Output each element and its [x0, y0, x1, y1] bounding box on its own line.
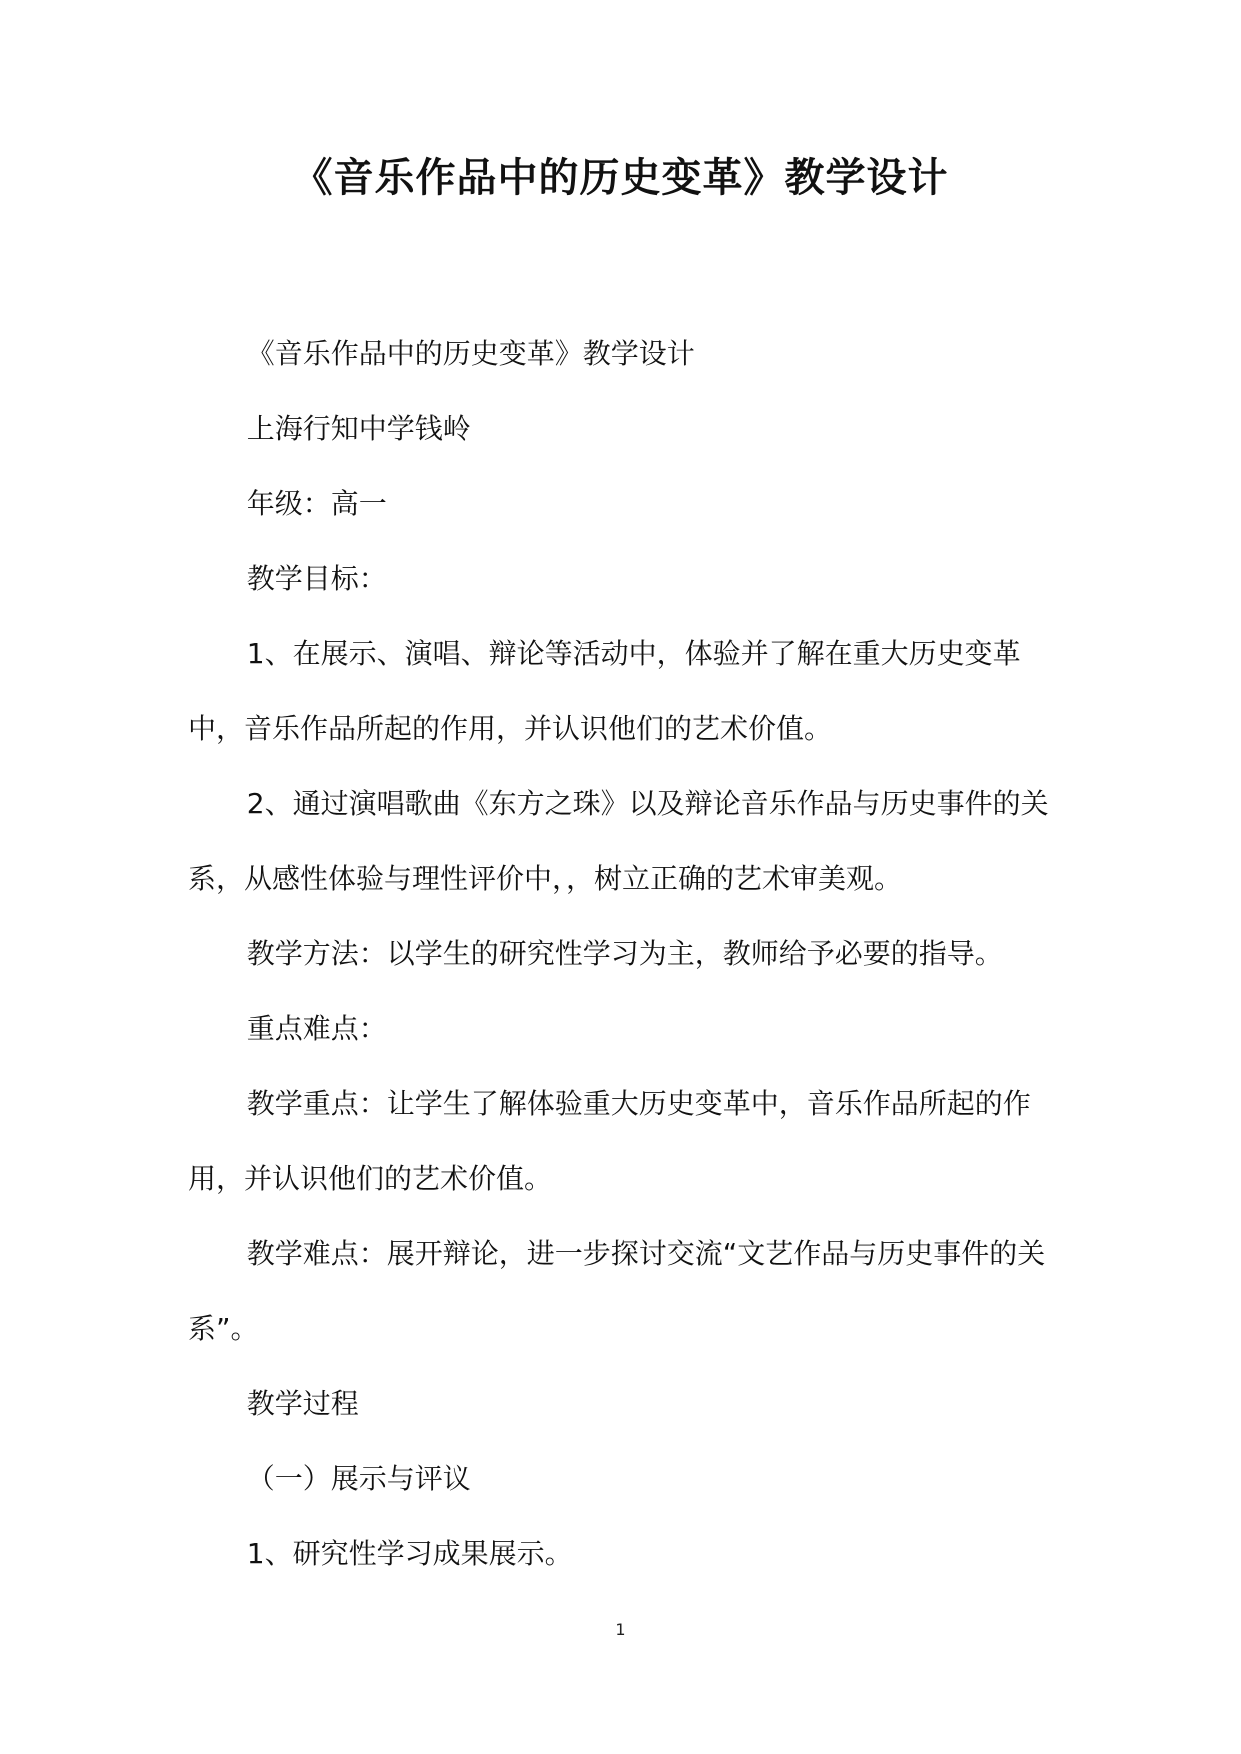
page-number: 1	[615, 1620, 626, 1639]
document-title: 《音乐作品中的历史变革》教学设计	[292, 155, 949, 201]
document-body	[188, 316, 1056, 1591]
paragraph: 教学过程	[246, 1387, 359, 1420]
paragraph: 教学难点：展开辩论，进一步探讨交流“文艺作品与历史事件的关系”。	[188, 1237, 1046, 1345]
paragraph: 上海行知中学钱岭	[246, 412, 471, 445]
paragraph: 1、在展示、演唱、辩论等活动中，体验并了解在重大历史变革中，音乐作品所起的作用，并认识他们的艺术价值。	[188, 637, 1021, 745]
paragraph: 《音乐作品中的历史变革》教学设计	[246, 337, 695, 370]
paragraph: 教学方法：以学生的研究性学习为主，教师给予必要的指导。	[246, 937, 1003, 970]
paragraph: （一）展示与评议	[246, 1462, 471, 1495]
paragraph: 教学目标：	[246, 562, 387, 595]
paragraph: 1、研究性学习成果展示。	[246, 1537, 573, 1570]
paragraph: 年级：高一	[246, 487, 387, 520]
paragraph: 2、通过演唱歌曲《东方之珠》以及辩论音乐作品与历史事件的关系，从感性体验与理性评价中，，树立正确的艺术审美观。	[188, 787, 1049, 895]
paragraph: 教学重点：让学生了解体验重大历史变革中，音乐作品所起的作用，并认识他们的艺术价值。	[188, 1087, 1031, 1195]
paragraph: 重点难点：	[246, 1012, 387, 1045]
